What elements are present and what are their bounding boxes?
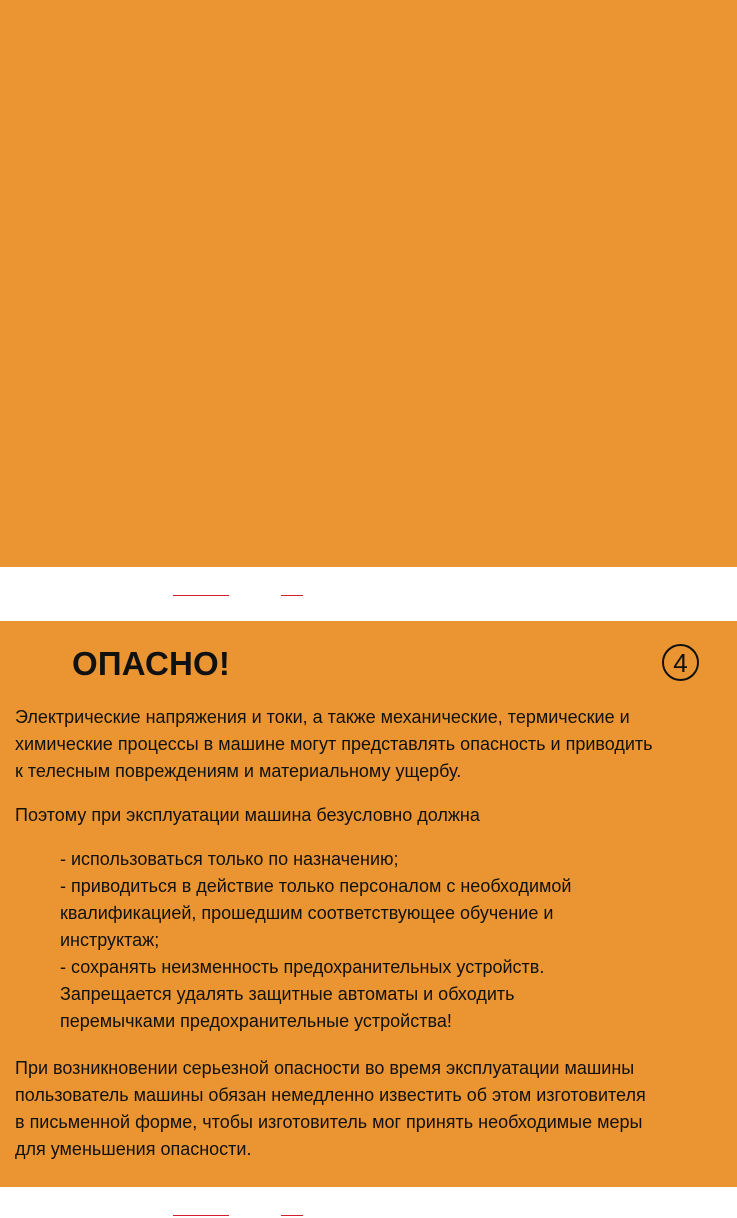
reporting-paragraph: При возникновении серьезной опасности во время эксплуатации машины пользователь машины обязан немедленно известить об этом изготовителя в письменной форме, чтобы изготовитель мог принять необходимые меры для уменьшения опасности. — [15, 1058, 646, 1159]
list-item: - приводиться в действие только персоналом с необходимой квалификацией, прошедшим соответствующее обучение и инструктаж; — [60, 876, 572, 950]
crop-mark — [281, 1215, 303, 1216]
danger-notice-panel — [0, 621, 737, 1187]
requirements-intro: Поэтому при эксплуатации машина безусловно должна — [15, 805, 480, 825]
previous-page-panel — [0, 0, 737, 567]
list-item: - использоваться только по назначению; — [60, 849, 399, 869]
intro-paragraph: Электрические напряжения и токи, а также механические, термические и химические процессы в машине могут представлять опасность и приводить к телесным повреждениям и материальному ущербу. — [15, 707, 653, 781]
page-number-badge: 4 — [662, 644, 699, 681]
requirements-list — [60, 846, 720, 1035]
crop-mark — [281, 595, 303, 596]
crop-mark — [173, 595, 229, 596]
page-title: ОПАСНО! — [72, 645, 231, 682]
list-item: - сохранять неизменность предохранительных устройств. Запрещается удалять защитные автоматы и обходить перемычками предохранительные устройства! — [60, 957, 545, 1031]
crop-mark — [173, 1215, 229, 1216]
